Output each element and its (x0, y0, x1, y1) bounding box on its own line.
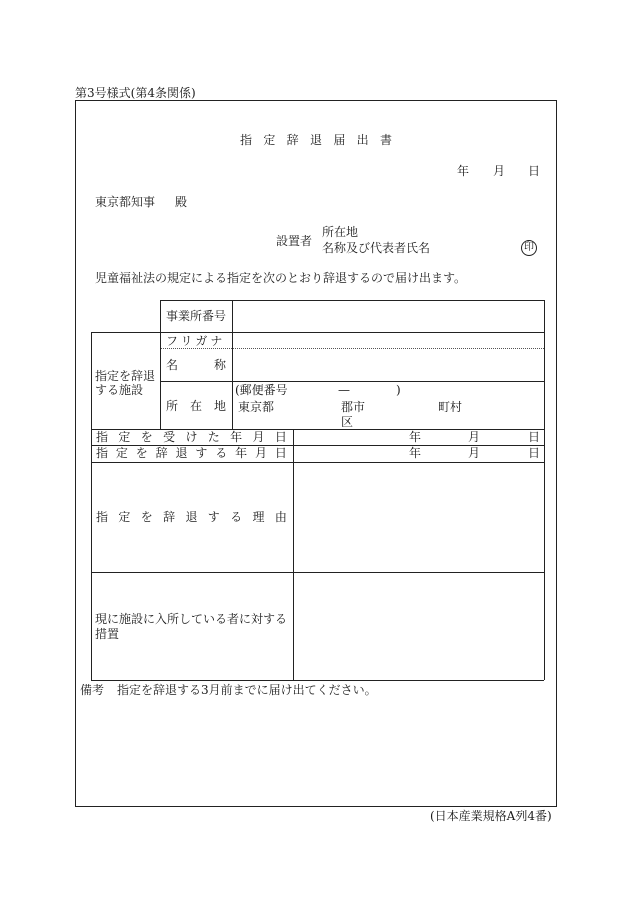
label-char: 称 (213, 358, 226, 372)
table-line (160, 300, 161, 429)
postal-close: ) (396, 383, 401, 397)
facility-address-label (166, 399, 226, 413)
designated-month-label: 月 (468, 430, 481, 444)
label-char: 日 (274, 430, 287, 444)
address-ku: 区 (341, 415, 354, 429)
withdrawal-reason-label (96, 510, 287, 524)
form-number-note: 第3号様式(第4条関係) (75, 86, 196, 100)
table-line (91, 680, 544, 681)
title-char: 退 (309, 133, 322, 147)
label-char: 月 (252, 430, 265, 444)
label-char: る (230, 510, 243, 524)
label-char: 定 (118, 430, 131, 444)
withdrawal-day-label: 日 (528, 446, 541, 460)
label-char: 由 (274, 510, 287, 524)
office-number-label: 事業所番号 (166, 309, 227, 323)
label-char: を (140, 430, 153, 444)
label-char: 日 (274, 446, 287, 460)
seal-mark: 印 (521, 240, 537, 256)
label-char: け (185, 430, 198, 444)
title-char: 指 (240, 133, 253, 147)
label-char: 受 (163, 430, 176, 444)
designated-date-label (96, 430, 287, 444)
label-char: 在 (189, 399, 202, 413)
table-line (232, 300, 233, 429)
title-char: 書 (379, 133, 392, 147)
title-char: 辞 (286, 133, 299, 147)
furigana-divider (160, 348, 544, 349)
addressee-honorific: 殿 (175, 195, 188, 209)
table-line (293, 429, 294, 680)
label-char: 理 (252, 510, 265, 524)
label-char: 退 (175, 446, 188, 460)
label-char: 指 (96, 446, 109, 460)
label-char: 名 (166, 358, 179, 372)
label-char: 所 (166, 399, 179, 413)
date-day-label: 日 (528, 164, 541, 178)
table-line (160, 381, 544, 382)
furigana-label: フリガナ (166, 334, 226, 348)
address-gun-shi: 郡市 (341, 400, 366, 414)
label-char: た (207, 430, 220, 444)
label-char: を (135, 446, 148, 460)
withdrawal-month-label: 月 (468, 446, 481, 460)
title-char: 届 (333, 133, 346, 147)
date-year-label: 年 (457, 164, 470, 178)
label-char: 辞 (155, 446, 168, 460)
label-char: 定 (115, 446, 128, 460)
statement-text: 児童福祉法の規定による指定を次のとおり辞退するので届け出ます。 (95, 271, 467, 285)
paper-size-note: (日本産業規格A列4番) (430, 809, 552, 823)
postal-label: (郵便番号 (235, 383, 288, 397)
address-tokyo: 東京都 (238, 400, 275, 414)
postal-dash: — (338, 383, 350, 397)
applicant-name-label: 名称及び代表者氏名 (322, 241, 431, 255)
label-char: 辞 (163, 510, 176, 524)
designated-year-label: 年 (409, 430, 422, 444)
table-line (91, 332, 92, 680)
label-char: 指 (96, 430, 109, 444)
addressee-name: 東京都知事 (95, 195, 156, 209)
table-line (160, 300, 544, 301)
table-line (91, 572, 544, 573)
facility-name-label (166, 358, 226, 372)
facility-group-label-line2: する施設 (95, 383, 144, 397)
table-line (91, 462, 544, 463)
label-char: 指 (96, 510, 109, 524)
label-char: す (207, 510, 220, 524)
address-machi-mura: 町村 (438, 400, 463, 414)
designated-day-label: 日 (528, 430, 541, 444)
label-char: る (215, 446, 228, 460)
table-line (91, 332, 544, 333)
measures-label-line1: 現に施設に入所している者に対する (95, 612, 288, 626)
facility-group-label-line1: 指定を辞退 (95, 369, 156, 383)
title-char: 出 (356, 133, 369, 147)
label-char: 地 (213, 399, 226, 413)
label-char: 年 (235, 446, 248, 460)
applicant-address-label: 所在地 (322, 225, 359, 239)
title-char: 定 (263, 133, 276, 147)
date-month-label: 月 (493, 164, 506, 178)
label-char: す (195, 446, 208, 460)
remarks-text: 指定を辞退する3月前までに届け出てください。 (117, 683, 377, 697)
measures-label-line2: 措置 (95, 627, 120, 641)
label-char: 退 (185, 510, 198, 524)
withdrawal-date-label (96, 446, 287, 460)
withdrawal-year-label: 年 (409, 446, 422, 460)
label-char: 年 (230, 430, 243, 444)
applicant-label: 設置者 (276, 234, 313, 248)
table-line (544, 300, 545, 680)
form-title (240, 133, 392, 147)
label-char: 月 (255, 446, 268, 460)
remarks-label: 備考 (80, 683, 105, 697)
label-char: を (140, 510, 153, 524)
label-char: 定 (118, 510, 131, 524)
